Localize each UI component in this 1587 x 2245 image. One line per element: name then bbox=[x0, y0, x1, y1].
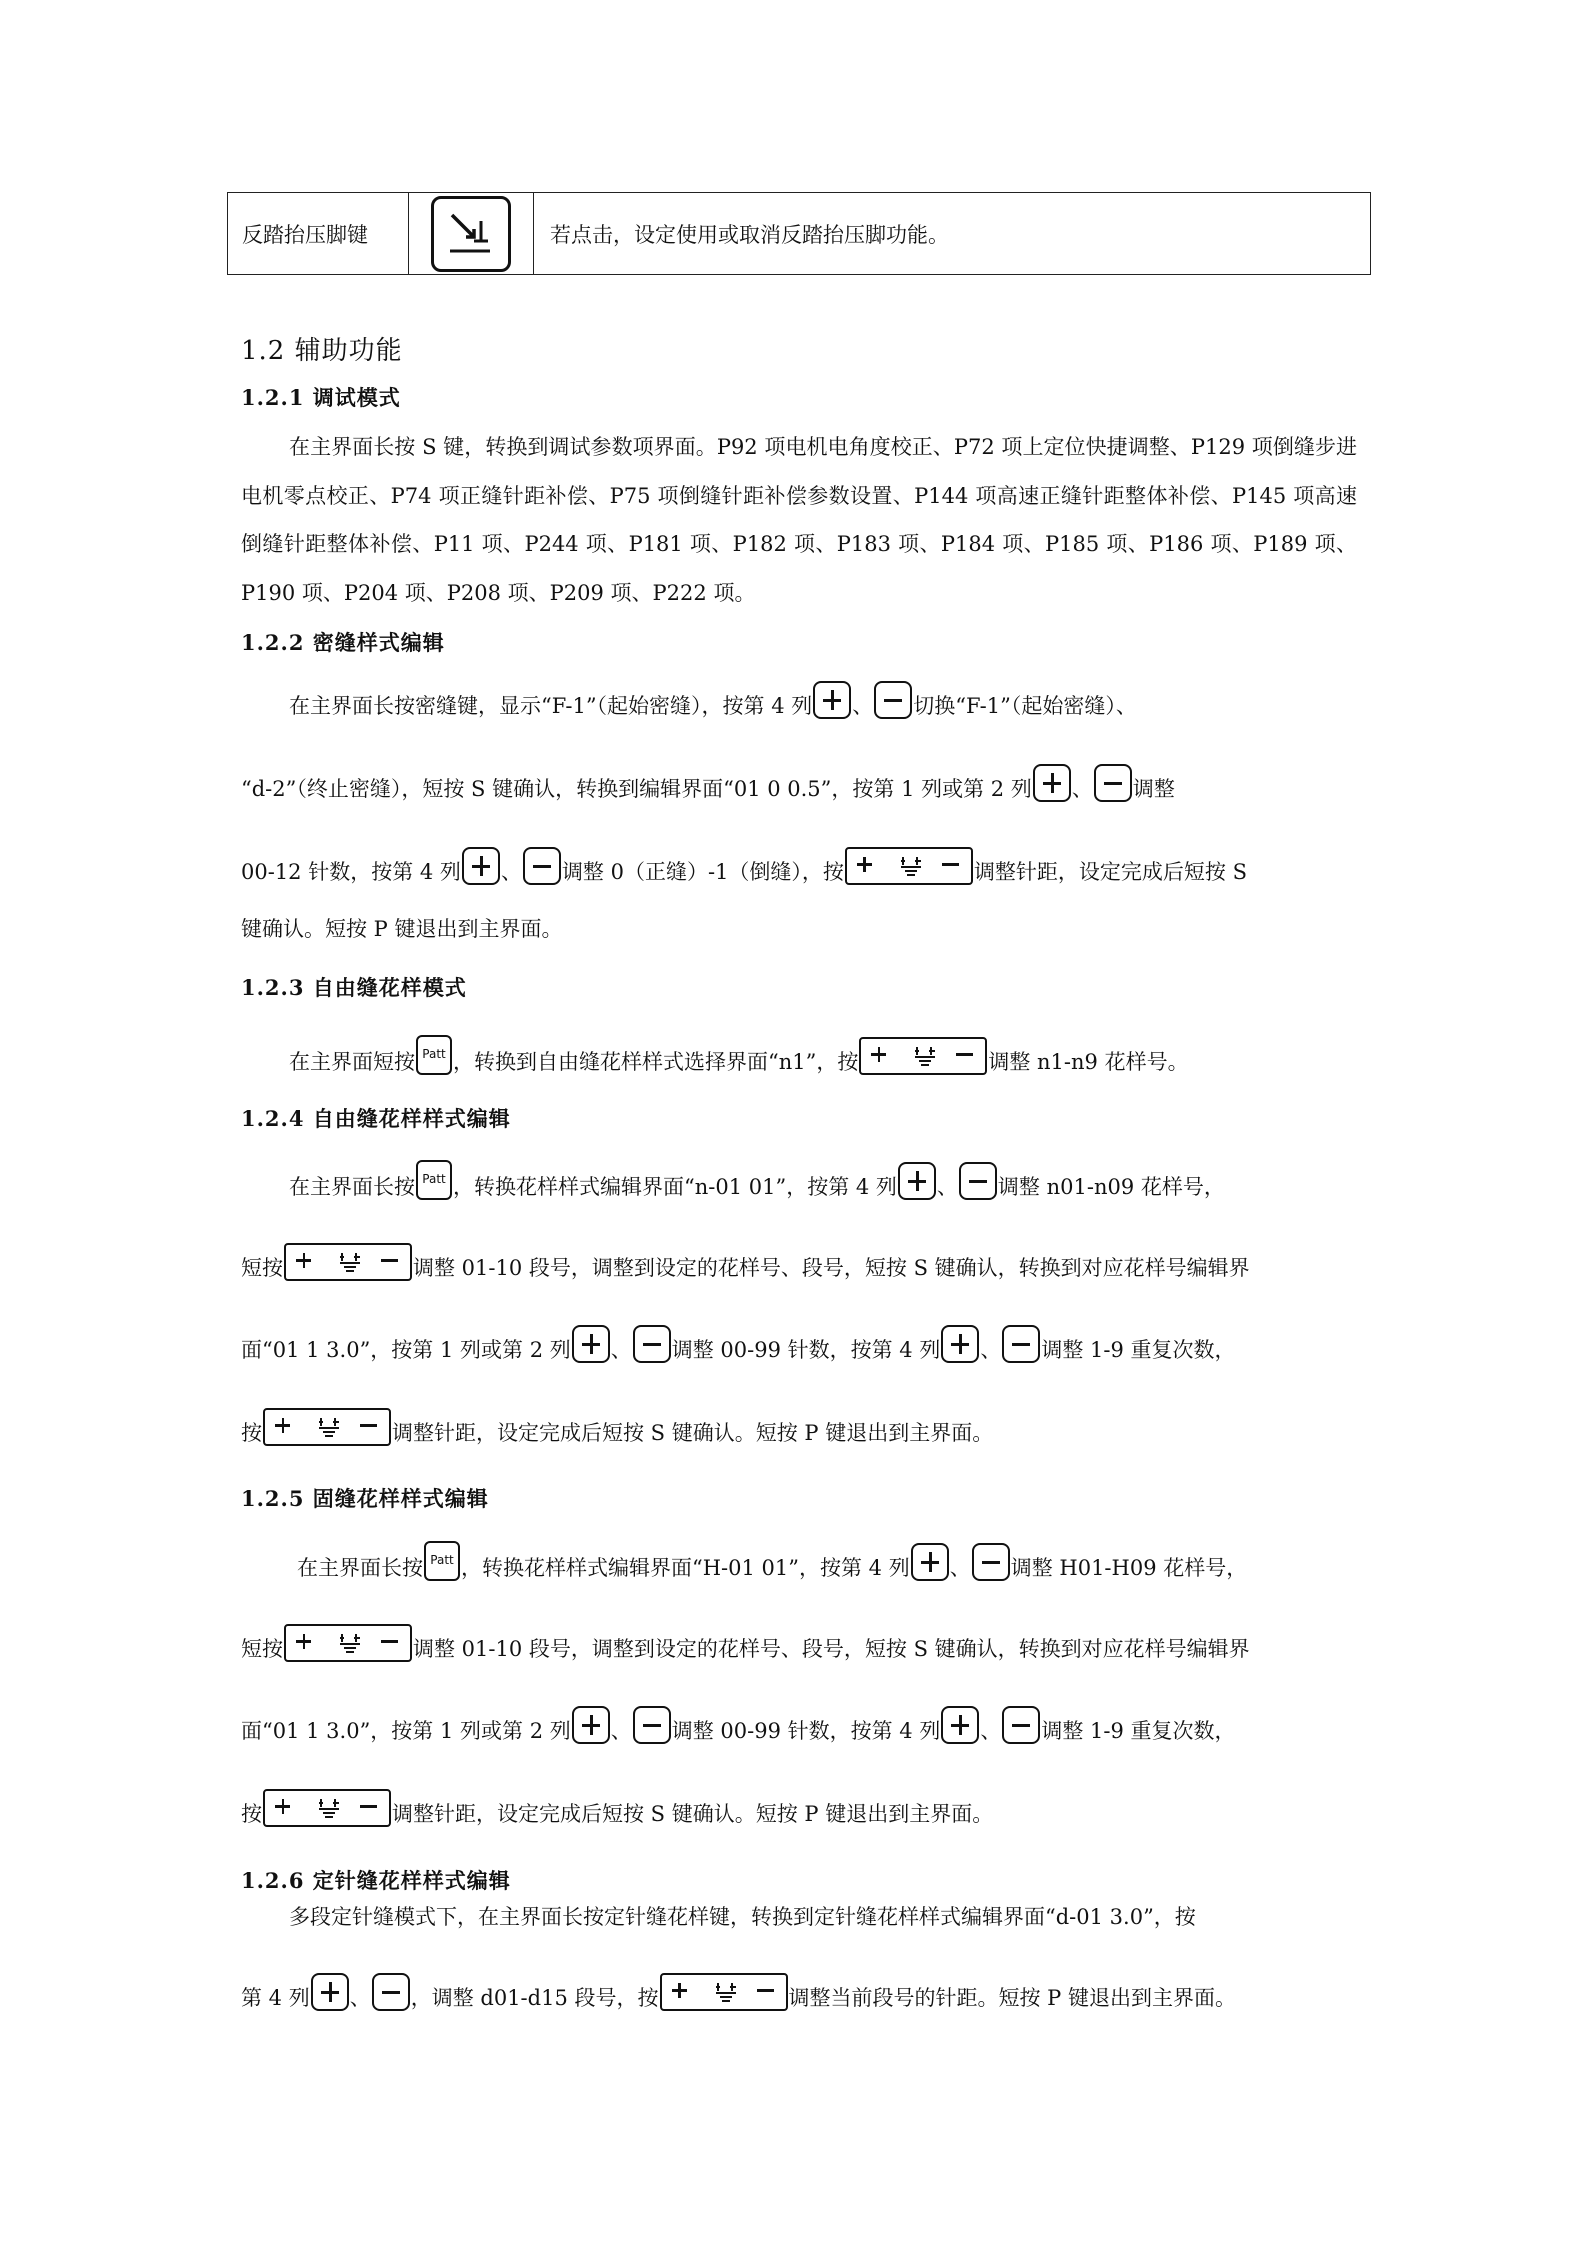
text-span: 在主界面长按密缝键，显示“F-1”（起始密缝），按第 4 列 bbox=[289, 694, 813, 718]
minus-key-icon bbox=[1002, 1706, 1040, 1744]
text-line bbox=[289, 1160, 1225, 1200]
key-icon-cell bbox=[409, 193, 534, 274]
text-span: 00-12 针数，按第 4 列 bbox=[241, 860, 461, 884]
text-span: 调整 01-10 段号，调整到设定的花样号、段号，短按 S 键确认，转换到对应花样号编辑界 bbox=[413, 1637, 1250, 1661]
text-span: 调整针距，设定完成后短按 S 键确认。短按 P 键退出到主界面。 bbox=[392, 1802, 994, 1826]
text-span: 调整 1-9 重复次数， bbox=[1041, 1338, 1236, 1362]
separator: 、 bbox=[936, 1175, 958, 1199]
stitch-length-key-icon bbox=[845, 847, 973, 885]
text-line bbox=[241, 847, 1247, 885]
minus-key-icon bbox=[633, 1325, 671, 1363]
text-span: 调整 n1-n9 花样号。 bbox=[988, 1050, 1189, 1074]
text-span: 调整 01-10 段号，调整到设定的花样号、段号，短按 S 键确认，转换到对应花样号编辑界 bbox=[413, 1256, 1250, 1280]
plus-key-icon bbox=[462, 847, 500, 885]
stitch-length-key-icon bbox=[284, 1243, 412, 1281]
text-line bbox=[241, 1408, 993, 1446]
text-span: 多段定针缝模式下，在主界面长按定针缝花样键，转换到定针缝花样样式编辑界面“d-01 3.0”，按 bbox=[289, 1905, 1196, 1929]
minus-key-icon bbox=[1002, 1325, 1040, 1363]
paragraph-debug-mode-text: 在主界面长按 S 键，转换到调试参数项界面。P92 项电机电角度校正、P72 项上定位快捷调整、P129 项倒缝步进电机零点校正、P74 项正缝针距补偿、P75 项倒缝针距补偿参数设置、P144 项高速正缝针距整体补偿、P145 项高速倒缝针距整体补偿、P11 项、P244 项、P181 项、P182 项、P183 项、P184 项、P185 项、P186 项、P189 项、P190 项、P204 项、P208 项、P209 项、P222 项。 bbox=[241, 435, 1357, 605]
text-span: 调整 00-99 针数，按第 4 列 bbox=[671, 1719, 941, 1743]
separator: 、 bbox=[980, 1719, 1002, 1743]
text-line bbox=[241, 1789, 993, 1827]
plus-key-icon bbox=[941, 1706, 979, 1744]
separator: 、 bbox=[949, 1556, 971, 1580]
separator: 、 bbox=[980, 1338, 1002, 1362]
separator: 、 bbox=[500, 860, 522, 884]
text-span: ，转换花样样式编辑界面“n-01 01”，按第 4 列 bbox=[453, 1175, 897, 1199]
separator: 、 bbox=[610, 1719, 632, 1743]
subsection-title-1-2-6: 1.2.6 定针缝花样样式编辑 bbox=[241, 1868, 511, 1893]
plus-key-icon bbox=[898, 1162, 936, 1200]
plus-key-icon bbox=[911, 1543, 949, 1581]
plus-key-icon bbox=[813, 681, 851, 719]
text-span: 在主界面短按 bbox=[289, 1050, 415, 1074]
text-span: 短按 bbox=[241, 1256, 283, 1280]
separator: 、 bbox=[852, 694, 874, 718]
text-span: ，转换花样样式编辑界面“H-01 01”，按第 4 列 bbox=[461, 1556, 910, 1580]
text-line bbox=[241, 1243, 1250, 1281]
subsection-title-1-2-4: 1.2.4 自由缝花样样式编辑 bbox=[241, 1106, 511, 1131]
plus-key-icon bbox=[572, 1325, 610, 1363]
text-line bbox=[241, 1706, 1236, 1744]
section-title: 1.2 辅助功能 bbox=[241, 336, 403, 366]
subsection-title-1-2-2: 1.2.2 密缝样式编辑 bbox=[241, 630, 445, 655]
stitch-length-key-icon bbox=[660, 1973, 788, 2011]
text-span: 调整 bbox=[1132, 777, 1175, 801]
patt-key-icon: Patt bbox=[424, 1541, 460, 1581]
reverse-pedal-presser-foot-icon bbox=[431, 196, 511, 272]
text-line bbox=[289, 1907, 1196, 1930]
text-span: 短按 bbox=[241, 1637, 283, 1661]
minus-key-icon bbox=[523, 847, 561, 885]
text-line bbox=[241, 1973, 1236, 2011]
text-span: 调整 0（正缝）-1（倒缝），按 bbox=[561, 860, 844, 884]
text-span: 面“01 1 3.0”，按第 1 列或第 2 列 bbox=[241, 1719, 571, 1743]
text-span: 调整 1-9 重复次数， bbox=[1041, 1719, 1236, 1743]
key-name-cell: 反踏抬压脚键 bbox=[228, 193, 409, 274]
text-span: 调整 H01-H09 花样号， bbox=[1010, 1556, 1248, 1580]
text-span: 按 bbox=[241, 1421, 262, 1445]
text-line bbox=[297, 1541, 1247, 1581]
paragraph-debug-mode bbox=[241, 423, 1357, 617]
subsection-title-1-2-1: 1.2.1 调试模式 bbox=[241, 385, 401, 410]
key-function-table-row bbox=[227, 192, 1371, 275]
text-line bbox=[241, 1624, 1250, 1662]
subsection-title-1-2-3: 1.2.3 自由缝花样模式 bbox=[241, 975, 467, 1000]
text-span: 调整针距，设定完成后短按 S 键确认。短按 P 键退出到主界面。 bbox=[392, 1421, 994, 1445]
text-span: ，转换到自由缝花样样式选择界面“n1”，按 bbox=[453, 1050, 859, 1074]
minus-key-icon bbox=[372, 1973, 410, 2011]
text-span: ，调整 d01-d15 段号，按 bbox=[410, 1986, 659, 2010]
minus-key-icon bbox=[633, 1706, 671, 1744]
minus-key-icon bbox=[972, 1543, 1010, 1581]
text-span: 调整 00-99 针数，按第 4 列 bbox=[671, 1338, 941, 1362]
minus-key-icon bbox=[959, 1162, 997, 1200]
plus-key-icon bbox=[311, 1973, 349, 2011]
separator: 、 bbox=[349, 1986, 371, 2010]
separator: 、 bbox=[610, 1338, 632, 1362]
plus-key-icon bbox=[941, 1325, 979, 1363]
minus-key-icon bbox=[1094, 764, 1132, 802]
text-line bbox=[241, 764, 1175, 802]
text-span: “d-2”（终止密缝），短按 S 键确认，转换到编辑界面“01 0 0.5”，按第 1 列或第 2 列 bbox=[241, 777, 1032, 801]
plus-key-icon bbox=[1033, 764, 1071, 802]
text-span: 调整 n01-n09 花样号， bbox=[997, 1175, 1225, 1199]
text-span: 调整针距，设定完成后短按 S bbox=[973, 860, 1247, 884]
stitch-length-key-icon bbox=[263, 1789, 391, 1827]
patt-key-icon: Patt bbox=[416, 1160, 452, 1200]
stitch-length-key-icon bbox=[263, 1408, 391, 1446]
minus-key-icon bbox=[874, 681, 912, 719]
stitch-length-key-icon bbox=[859, 1037, 987, 1075]
text-span: 键确认。短按 P 键退出到主界面。 bbox=[241, 917, 563, 941]
text-line bbox=[289, 681, 1137, 719]
patt-key-icon: Patt bbox=[416, 1035, 452, 1075]
stitch-length-key-icon bbox=[284, 1624, 412, 1662]
text-span: 面“01 1 3.0”，按第 1 列或第 2 列 bbox=[241, 1338, 571, 1362]
plus-key-icon bbox=[572, 1706, 610, 1744]
text-line bbox=[289, 1035, 1189, 1075]
text-span: 第 4 列 bbox=[241, 1986, 310, 2010]
text-span: 调整当前段号的针距。短按 P 键退出到主界面。 bbox=[788, 1986, 1236, 2010]
text-span: 切换“F-1”（起始密缝）、 bbox=[913, 694, 1137, 718]
key-description-cell: 若点击，设定使用或取消反踏抬压脚功能。 bbox=[550, 222, 949, 247]
text-line bbox=[241, 919, 562, 942]
text-span: 在主界面长按 bbox=[289, 1175, 415, 1199]
separator: 、 bbox=[1071, 777, 1093, 801]
text-span: 在主界面长按 bbox=[297, 1556, 423, 1580]
text-span: 按 bbox=[241, 1802, 262, 1826]
subsection-title-1-2-5: 1.2.5 固缝花样样式编辑 bbox=[241, 1486, 489, 1511]
text-line bbox=[241, 1325, 1236, 1363]
